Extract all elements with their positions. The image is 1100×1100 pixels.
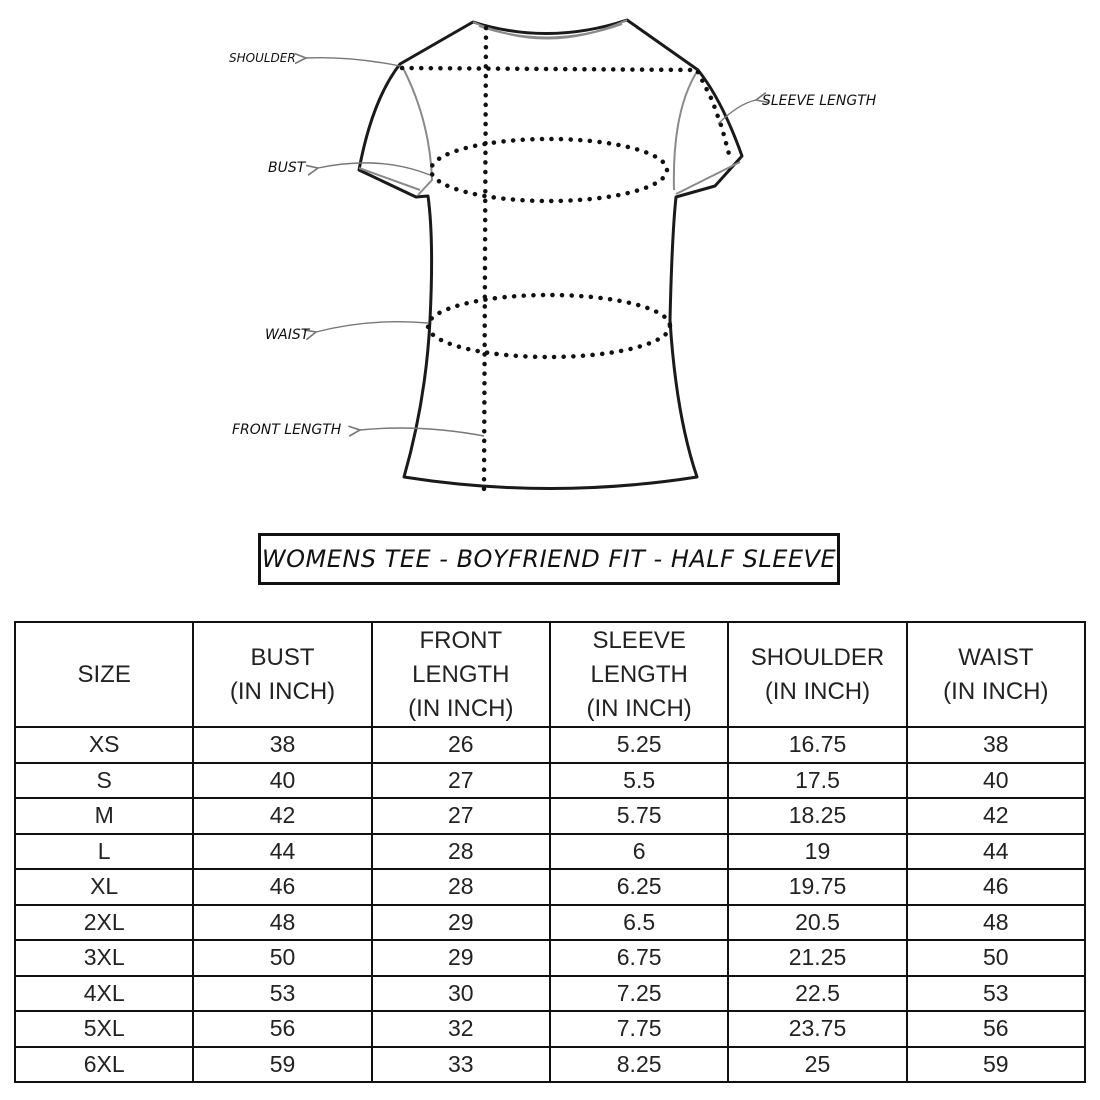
cell-shoulder: 25 bbox=[728, 1047, 906, 1083]
cell-shoulder: 23.75 bbox=[728, 1011, 906, 1047]
cell-front-length: 33 bbox=[372, 1047, 550, 1083]
waist-guide bbox=[428, 295, 670, 357]
column-header-text: (IN INCH) bbox=[764, 677, 871, 705]
cell-sleeve-length: 8.25 bbox=[550, 1047, 728, 1083]
cell-bust: 44 bbox=[193, 834, 371, 870]
cell-size: XL bbox=[15, 869, 193, 905]
cell-front-length: 27 bbox=[372, 763, 550, 799]
column-header-text: SIZE bbox=[77, 660, 131, 688]
column-header-waist bbox=[907, 622, 1085, 727]
size-chart-table bbox=[14, 621, 1086, 1083]
cell-size: L bbox=[15, 834, 193, 870]
column-header-bust bbox=[193, 622, 371, 727]
table-row bbox=[15, 834, 1085, 870]
cell-waist: 38 bbox=[907, 727, 1085, 763]
cell-sleeve-length: 5.25 bbox=[550, 727, 728, 763]
cell-size: 6XL bbox=[15, 1047, 193, 1083]
cell-waist: 56 bbox=[907, 1011, 1085, 1047]
column-header-text: (IN INCH) bbox=[408, 694, 514, 722]
table-row bbox=[15, 763, 1085, 799]
cell-sleeve-length: 6.75 bbox=[550, 940, 728, 976]
cell-shoulder: 16.75 bbox=[728, 727, 906, 763]
measurement-guides bbox=[402, 28, 730, 492]
cell-sleeve-length: 5.75 bbox=[550, 798, 728, 834]
column-header-text: FRONT bbox=[419, 626, 503, 654]
cell-bust: 50 bbox=[193, 940, 371, 976]
table-header-row bbox=[15, 622, 1085, 727]
front-length-guide bbox=[484, 28, 486, 492]
cell-bust: 53 bbox=[193, 976, 371, 1012]
table-row bbox=[15, 869, 1085, 905]
shoulder-arrow bbox=[306, 58, 400, 66]
table-row bbox=[15, 727, 1085, 763]
cell-bust: 59 bbox=[193, 1047, 371, 1083]
cell-shoulder: 20.5 bbox=[728, 905, 906, 941]
cell-waist: 40 bbox=[907, 763, 1085, 799]
column-header-size bbox=[15, 622, 193, 727]
cell-bust: 40 bbox=[193, 763, 371, 799]
cell-shoulder: 17.5 bbox=[728, 763, 906, 799]
column-header-shoulder bbox=[728, 622, 906, 727]
cell-sleeve-length: 6.25 bbox=[550, 869, 728, 905]
cell-size: 5XL bbox=[15, 1011, 193, 1047]
column-header-sleeve-length bbox=[550, 622, 728, 727]
cell-sleeve-length: 7.25 bbox=[550, 976, 728, 1012]
cell-front-length: 32 bbox=[372, 1011, 550, 1047]
cell-front-length: 29 bbox=[372, 905, 550, 941]
shoulder-guide bbox=[402, 68, 696, 70]
cell-shoulder: 22.5 bbox=[728, 976, 906, 1012]
table-row bbox=[15, 1011, 1085, 1047]
cell-waist: 48 bbox=[907, 905, 1085, 941]
tshirt-outline bbox=[359, 20, 742, 489]
cell-waist: 53 bbox=[907, 976, 1085, 1012]
cell-bust: 42 bbox=[193, 798, 371, 834]
column-header-text: WAIST bbox=[958, 643, 1034, 671]
chart-title-box bbox=[258, 533, 840, 585]
bust-label: BUST bbox=[268, 160, 306, 176]
column-header-text: LENGTH bbox=[412, 660, 510, 688]
column-header-text: SLEEVE bbox=[592, 626, 686, 654]
cell-front-length: 29 bbox=[372, 940, 550, 976]
cell-shoulder: 21.25 bbox=[728, 940, 906, 976]
column-header-text: (IN INCH) bbox=[586, 694, 692, 722]
tshirt-measurement-diagram bbox=[0, 0, 1100, 520]
cell-sleeve-length: 5.5 bbox=[550, 763, 728, 799]
sleeve-length-label: SLEEVE LENGTH bbox=[762, 93, 877, 109]
cell-front-length: 28 bbox=[372, 834, 550, 870]
cell-size: 2XL bbox=[15, 905, 193, 941]
column-header-text: SHOULDER bbox=[750, 643, 885, 671]
cell-waist: 44 bbox=[907, 834, 1085, 870]
table-row bbox=[15, 905, 1085, 941]
tshirt-seams bbox=[359, 20, 740, 195]
waist-label: WAIST bbox=[265, 327, 310, 343]
table-row bbox=[15, 976, 1085, 1012]
cell-waist: 50 bbox=[907, 940, 1085, 976]
cell-waist: 42 bbox=[907, 798, 1085, 834]
bust-guide bbox=[431, 139, 667, 201]
cell-bust: 56 bbox=[193, 1011, 371, 1047]
table-row bbox=[15, 940, 1085, 976]
cell-sleeve-length: 7.75 bbox=[550, 1011, 728, 1047]
column-header-text: BUST bbox=[250, 643, 315, 671]
cell-size: 4XL bbox=[15, 976, 193, 1012]
column-header-front-length bbox=[372, 622, 550, 727]
cell-shoulder: 18.25 bbox=[728, 798, 906, 834]
table-row bbox=[15, 798, 1085, 834]
cell-size: S bbox=[15, 763, 193, 799]
cell-bust: 38 bbox=[193, 727, 371, 763]
cell-waist: 46 bbox=[907, 869, 1085, 905]
column-header-text: (IN INCH) bbox=[943, 677, 1049, 705]
cell-front-length: 28 bbox=[372, 869, 550, 905]
chart-title: WOMENS TEE - BOYFRIEND FIT - HALF SLEEVE bbox=[261, 545, 837, 573]
column-header-text: (IN INCH) bbox=[229, 677, 336, 705]
waist-arrow bbox=[316, 322, 428, 332]
column-header-text: LENGTH bbox=[590, 660, 688, 688]
front-length-arrow bbox=[360, 428, 484, 436]
shoulder-label: SHOULDER bbox=[229, 51, 296, 65]
cell-sleeve-length: 6.5 bbox=[550, 905, 728, 941]
table-row bbox=[15, 1047, 1085, 1083]
cell-bust: 48 bbox=[193, 905, 371, 941]
cell-front-length: 26 bbox=[372, 727, 550, 763]
cell-size: 3XL bbox=[15, 940, 193, 976]
cell-size: XS bbox=[15, 727, 193, 763]
cell-size: M bbox=[15, 798, 193, 834]
cell-shoulder: 19.75 bbox=[728, 869, 906, 905]
cell-shoulder: 19 bbox=[728, 834, 906, 870]
table-body bbox=[15, 727, 1085, 1082]
cell-front-length: 27 bbox=[372, 798, 550, 834]
cell-waist: 59 bbox=[907, 1047, 1085, 1083]
front-length-label: FRONT LENGTH bbox=[232, 422, 342, 438]
cell-bust: 46 bbox=[193, 869, 371, 905]
cell-sleeve-length: 6 bbox=[550, 834, 728, 870]
cell-front-length: 30 bbox=[372, 976, 550, 1012]
